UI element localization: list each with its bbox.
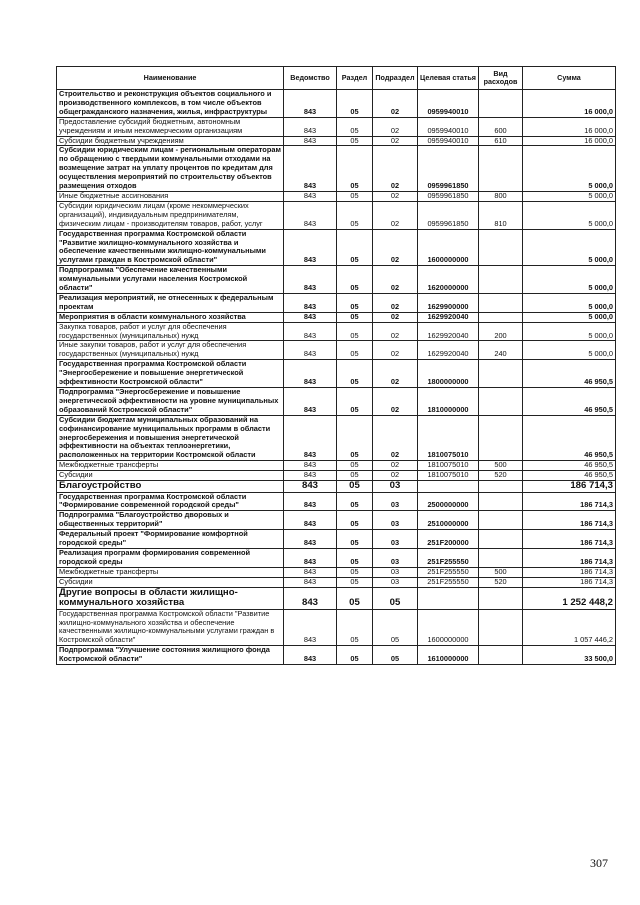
row-target: 0959961850 bbox=[418, 146, 479, 192]
row-section: 05 bbox=[337, 229, 373, 266]
header-section: Раздел bbox=[337, 67, 373, 90]
row-dept: 843 bbox=[284, 191, 337, 201]
row-amount: 46 950,5 bbox=[523, 461, 616, 471]
table-row bbox=[57, 577, 616, 587]
row-dept: 843 bbox=[284, 136, 337, 146]
row-section: 05 bbox=[337, 266, 373, 294]
row-type: 240 bbox=[479, 341, 523, 360]
row-subsection: 02 bbox=[373, 117, 418, 136]
row-type: 500 bbox=[479, 567, 523, 577]
row-subsection: 05 bbox=[373, 587, 418, 609]
row-section: 05 bbox=[337, 322, 373, 341]
row-target: 251F255550 bbox=[418, 549, 479, 568]
row-amount: 46 950,5 bbox=[523, 388, 616, 416]
row-dept: 843 bbox=[284, 201, 337, 229]
row-subsection: 02 bbox=[373, 146, 418, 192]
row-dept: 843 bbox=[284, 322, 337, 341]
table-row bbox=[57, 322, 616, 341]
row-amount: 46 950,5 bbox=[523, 471, 616, 481]
row-name: Предоставление субсидий бюджетным, автономным учреждениям и иным некоммерческим организациям bbox=[57, 117, 284, 136]
row-name: Мероприятия в области коммунального хозяйства bbox=[57, 312, 284, 322]
row-name: Межбюджетные трансферты bbox=[57, 567, 284, 577]
table-row bbox=[57, 388, 616, 416]
row-amount: 46 950,5 bbox=[523, 415, 616, 461]
row-amount: 46 950,5 bbox=[523, 360, 616, 388]
row-target: 1800000000 bbox=[418, 360, 479, 388]
row-target: 1629920040 bbox=[418, 322, 479, 341]
row-amount: 16 000,0 bbox=[523, 117, 616, 136]
row-dept: 843 bbox=[284, 388, 337, 416]
row-target: 1810075010 bbox=[418, 415, 479, 461]
row-subsection: 02 bbox=[373, 360, 418, 388]
row-dept: 843 bbox=[284, 341, 337, 360]
row-amount: 5 000,0 bbox=[523, 312, 616, 322]
row-type bbox=[479, 90, 523, 118]
row-type bbox=[479, 511, 523, 530]
row-subsection: 03 bbox=[373, 511, 418, 530]
row-subsection: 05 bbox=[373, 646, 418, 665]
row-dept: 843 bbox=[284, 266, 337, 294]
table-row bbox=[57, 293, 616, 312]
row-section: 05 bbox=[337, 646, 373, 665]
row-subsection: 02 bbox=[373, 341, 418, 360]
row-type bbox=[479, 388, 523, 416]
row-amount: 5 000,0 bbox=[523, 191, 616, 201]
row-name: Федеральный проект "Формирование комфортной городской среды" bbox=[57, 530, 284, 549]
row-subsection: 02 bbox=[373, 388, 418, 416]
row-type: 610 bbox=[479, 136, 523, 146]
header-row bbox=[57, 67, 616, 90]
row-name: Иные закупки товаров, работ и услуг для обеспечения государственных (муниципальных) нужд bbox=[57, 341, 284, 360]
header-dept: Ведомство bbox=[284, 67, 337, 90]
row-subsection: 03 bbox=[373, 530, 418, 549]
row-subsection: 02 bbox=[373, 471, 418, 481]
row-dept: 843 bbox=[284, 567, 337, 577]
row-amount: 186 714,3 bbox=[523, 577, 616, 587]
header-subsection: Подраздел bbox=[373, 67, 418, 90]
row-type: 500 bbox=[479, 461, 523, 471]
row-type bbox=[479, 481, 523, 493]
header-type: Вид расходов bbox=[479, 67, 523, 90]
row-type: 800 bbox=[479, 191, 523, 201]
row-name: Реализация мероприятий, не отнесенных к федеральным проектам bbox=[57, 293, 284, 312]
row-section: 05 bbox=[337, 587, 373, 609]
row-target: 1810075010 bbox=[418, 471, 479, 481]
table-row bbox=[57, 481, 616, 493]
row-dept: 843 bbox=[284, 577, 337, 587]
table-row bbox=[57, 587, 616, 609]
row-amount: 33 500,0 bbox=[523, 646, 616, 665]
row-type bbox=[479, 646, 523, 665]
row-amount: 16 000,0 bbox=[523, 90, 616, 118]
row-section: 05 bbox=[337, 341, 373, 360]
row-type bbox=[479, 415, 523, 461]
row-subsection: 02 bbox=[373, 201, 418, 229]
row-name: Государственная программа Костромской области "Развитие жилищно-коммунального хозяйства и обеспечение качественными жилищно-коммунальными услугами граждан в Костромской области" bbox=[57, 229, 284, 266]
row-target: 1600000000 bbox=[418, 609, 479, 646]
row-section: 05 bbox=[337, 136, 373, 146]
table-row bbox=[57, 341, 616, 360]
row-amount: 5 000,0 bbox=[523, 229, 616, 266]
row-type bbox=[479, 360, 523, 388]
row-section: 05 bbox=[337, 191, 373, 201]
row-section: 05 bbox=[337, 549, 373, 568]
row-amount: 5 000,0 bbox=[523, 322, 616, 341]
row-dept: 843 bbox=[284, 511, 337, 530]
table-row bbox=[57, 312, 616, 322]
row-subsection: 02 bbox=[373, 90, 418, 118]
row-subsection: 03 bbox=[373, 492, 418, 511]
row-type bbox=[479, 266, 523, 294]
row-target: 2510000000 bbox=[418, 511, 479, 530]
budget-table bbox=[56, 66, 616, 665]
row-type bbox=[479, 549, 523, 568]
row-type bbox=[479, 293, 523, 312]
row-subsection: 02 bbox=[373, 266, 418, 294]
row-subsection: 02 bbox=[373, 191, 418, 201]
row-section: 05 bbox=[337, 567, 373, 577]
row-dept: 843 bbox=[284, 461, 337, 471]
row-type bbox=[479, 312, 523, 322]
row-name: Реализация программ формирования современной городской среды bbox=[57, 549, 284, 568]
row-target: 1629920040 bbox=[418, 341, 479, 360]
row-name: Субсидии бюджетам муниципальных образований на софинансирование муниципальных программ в области энергосбережения и повышения энергетической эффективности на объектах теплоэнергетики, расположенных на территории Костромской области bbox=[57, 415, 284, 461]
row-section: 05 bbox=[337, 511, 373, 530]
row-section: 05 bbox=[337, 388, 373, 416]
row-section: 05 bbox=[337, 415, 373, 461]
row-target bbox=[418, 481, 479, 493]
row-amount: 186 714,3 bbox=[523, 481, 616, 493]
row-target: 0959961850 bbox=[418, 201, 479, 229]
table-row bbox=[57, 229, 616, 266]
row-amount: 5 000,0 bbox=[523, 341, 616, 360]
row-dept: 843 bbox=[284, 146, 337, 192]
row-target: 251F255550 bbox=[418, 577, 479, 587]
page-number: 307 bbox=[590, 856, 608, 870]
row-type bbox=[479, 609, 523, 646]
row-type: 600 bbox=[479, 117, 523, 136]
row-subsection: 02 bbox=[373, 415, 418, 461]
table-row bbox=[57, 530, 616, 549]
row-type: 520 bbox=[479, 471, 523, 481]
row-name: Другие вопросы в области жилищно-коммунального хозяйства bbox=[57, 587, 284, 609]
row-section: 05 bbox=[337, 577, 373, 587]
row-dept: 843 bbox=[284, 229, 337, 266]
table-row bbox=[57, 549, 616, 568]
row-name: Субсидии bbox=[57, 471, 284, 481]
row-subsection: 03 bbox=[373, 577, 418, 587]
row-name: Субсидии бюджетным учреждениям bbox=[57, 136, 284, 146]
row-amount: 5 000,0 bbox=[523, 201, 616, 229]
row-name: Государственная программа Костромской области "Формирование современной городской среды" bbox=[57, 492, 284, 511]
table-header bbox=[57, 67, 616, 90]
row-type: 520 bbox=[479, 577, 523, 587]
row-amount: 5 000,0 bbox=[523, 146, 616, 192]
row-amount: 5 000,0 bbox=[523, 266, 616, 294]
row-subsection: 03 bbox=[373, 549, 418, 568]
table-row bbox=[57, 511, 616, 530]
row-target: 1600000000 bbox=[418, 229, 479, 266]
table-row bbox=[57, 415, 616, 461]
row-subsection: 02 bbox=[373, 136, 418, 146]
row-name: Подпрограмма "Обеспечение качественными коммунальными услугами населения Костромской области" bbox=[57, 266, 284, 294]
row-name: Благоустройство bbox=[57, 481, 284, 493]
table-row bbox=[57, 201, 616, 229]
row-amount: 186 714,3 bbox=[523, 492, 616, 511]
row-name: Иные бюджетные ассигнования bbox=[57, 191, 284, 201]
row-name: Субсидии юридическим лицам (кроме некоммерческих организаций), индивидуальным предпринимателям, физическим лицам - производителям товаров, работ, услуг bbox=[57, 201, 284, 229]
row-section: 05 bbox=[337, 360, 373, 388]
row-target: 0959961850 bbox=[418, 191, 479, 201]
row-name: Подпрограмма "Улучшение состояния жилищного фонда Костромской области" bbox=[57, 646, 284, 665]
row-name: Закупка товаров, работ и услуг для обеспечения государственных (муниципальных) нужд bbox=[57, 322, 284, 341]
row-dept: 843 bbox=[284, 360, 337, 388]
row-section: 05 bbox=[337, 201, 373, 229]
row-type bbox=[479, 492, 523, 511]
table-row bbox=[57, 471, 616, 481]
row-subsection: 05 bbox=[373, 609, 418, 646]
row-type: 200 bbox=[479, 322, 523, 341]
row-amount: 186 714,3 bbox=[523, 567, 616, 577]
row-name: Межбюджетные трансферты bbox=[57, 461, 284, 471]
row-section: 05 bbox=[337, 312, 373, 322]
row-amount: 5 000,0 bbox=[523, 293, 616, 312]
row-dept: 843 bbox=[284, 117, 337, 136]
table-row bbox=[57, 360, 616, 388]
table-row bbox=[57, 461, 616, 471]
header-amount: Сумма bbox=[523, 67, 616, 90]
row-target: 1629900000 bbox=[418, 293, 479, 312]
row-target: 2500000000 bbox=[418, 492, 479, 511]
row-dept: 843 bbox=[284, 312, 337, 322]
row-name: Подпрограмма "Энергосбережение и повышение энергетической эффективности на уровне муниципальных образований Костромской области" bbox=[57, 388, 284, 416]
row-name: Субсидии bbox=[57, 577, 284, 587]
row-amount: 1 057 446,2 bbox=[523, 609, 616, 646]
row-subsection: 03 bbox=[373, 481, 418, 493]
row-target bbox=[418, 587, 479, 609]
row-amount: 186 714,3 bbox=[523, 530, 616, 549]
row-target: 1620000000 bbox=[418, 266, 479, 294]
row-section: 05 bbox=[337, 461, 373, 471]
row-target: 0959940010 bbox=[418, 117, 479, 136]
row-dept: 843 bbox=[284, 492, 337, 511]
row-section: 05 bbox=[337, 609, 373, 646]
row-dept: 843 bbox=[284, 609, 337, 646]
row-dept: 843 bbox=[284, 530, 337, 549]
table-row bbox=[57, 609, 616, 646]
row-amount: 186 714,3 bbox=[523, 549, 616, 568]
row-name: Строительство и реконструкция объектов социального и производственного комплексов, в том числе объектов общегражданского назначения, жилья, инфраструктуры bbox=[57, 90, 284, 118]
table-body bbox=[57, 90, 616, 665]
row-target: 1610000000 bbox=[418, 646, 479, 665]
row-name: Субсидии юридическим лицам - региональным операторам по обращению с твердыми коммунальными отходами на возмещение затрат на уплату процентов по кредитам для осуществления мероприятий по строительству объектов размещения отходов bbox=[57, 146, 284, 192]
row-section: 05 bbox=[337, 471, 373, 481]
row-section: 05 bbox=[337, 146, 373, 192]
row-target: 1629920040 bbox=[418, 312, 479, 322]
table-row bbox=[57, 136, 616, 146]
row-section: 05 bbox=[337, 90, 373, 118]
header-target: Целевая статья bbox=[418, 67, 479, 90]
row-type bbox=[479, 587, 523, 609]
row-target: 1810075010 bbox=[418, 461, 479, 471]
table-row bbox=[57, 266, 616, 294]
row-dept: 843 bbox=[284, 415, 337, 461]
table-row bbox=[57, 90, 616, 118]
table-row bbox=[57, 146, 616, 192]
row-target: 1810000000 bbox=[418, 388, 479, 416]
row-subsection: 03 bbox=[373, 567, 418, 577]
table-row bbox=[57, 567, 616, 577]
row-subsection: 02 bbox=[373, 461, 418, 471]
row-subsection: 02 bbox=[373, 312, 418, 322]
row-section: 05 bbox=[337, 293, 373, 312]
row-target: 251F255550 bbox=[418, 567, 479, 577]
row-section: 05 bbox=[337, 117, 373, 136]
row-type: 810 bbox=[479, 201, 523, 229]
header-name: Наименование bbox=[57, 67, 284, 90]
row-name: Государственная программа Костромской области "Развитие жилищно-коммунального хозяйства и обеспечение качественными жилищно-коммунальными услугами граждан в Костромской области" bbox=[57, 609, 284, 646]
row-type bbox=[479, 229, 523, 266]
row-type bbox=[479, 146, 523, 192]
row-target: 0959940010 bbox=[418, 136, 479, 146]
row-type bbox=[479, 530, 523, 549]
row-section: 05 bbox=[337, 481, 373, 493]
row-subsection: 02 bbox=[373, 229, 418, 266]
row-name: Подпрограмма "Благоустройство дворовых и общественных территорий" bbox=[57, 511, 284, 530]
row-amount: 186 714,3 bbox=[523, 511, 616, 530]
table-row bbox=[57, 191, 616, 201]
row-target: 251F200000 bbox=[418, 530, 479, 549]
table-row bbox=[57, 492, 616, 511]
row-dept: 843 bbox=[284, 90, 337, 118]
row-section: 05 bbox=[337, 492, 373, 511]
row-dept: 843 bbox=[284, 549, 337, 568]
row-dept: 843 bbox=[284, 471, 337, 481]
table-row bbox=[57, 117, 616, 136]
row-target: 0959940010 bbox=[418, 90, 479, 118]
row-dept: 843 bbox=[284, 293, 337, 312]
table-row bbox=[57, 646, 616, 665]
row-dept: 843 bbox=[284, 646, 337, 665]
row-subsection: 02 bbox=[373, 293, 418, 312]
row-name: Государственная программа Костромской области "Энергосбережение и повышение энергетической эффективности Костромской области" bbox=[57, 360, 284, 388]
row-amount: 1 252 448,2 bbox=[523, 587, 616, 609]
row-dept: 843 bbox=[284, 481, 337, 493]
row-amount: 16 000,0 bbox=[523, 136, 616, 146]
row-subsection: 02 bbox=[373, 322, 418, 341]
row-dept: 843 bbox=[284, 587, 337, 609]
row-section: 05 bbox=[337, 530, 373, 549]
